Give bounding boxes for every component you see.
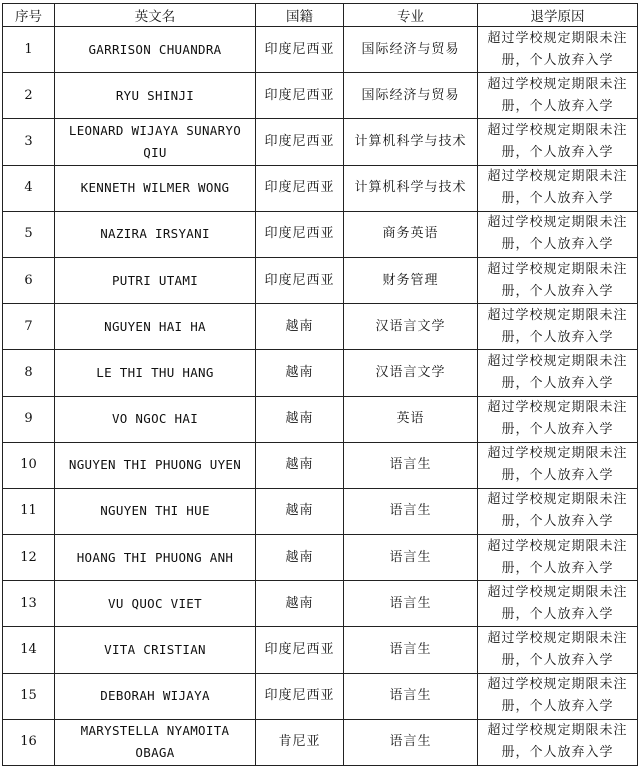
cell-nationality: 肯尼亚 (256, 719, 344, 765)
cell-english-name: LEONARD WIJAYA SUNARYO QIU (55, 119, 256, 165)
table-row (3, 350, 638, 396)
cell-major: 计算机科学与技术 (344, 165, 478, 211)
cell-major: 财务管理 (344, 257, 478, 303)
cell-index: 1 (3, 27, 55, 73)
cell-english-name: VO NGOC HAI (55, 396, 256, 442)
cell-major: 汉语言文学 (344, 350, 478, 396)
header-reason: 退学原因 (478, 4, 638, 27)
cell-nationality: 越南 (256, 488, 344, 534)
cell-english-name: NGUYEN THI PHUONG UYEN (55, 442, 256, 488)
cell-reason: 超过学校规定期限未注册，个人放弃入学 (478, 27, 638, 73)
table-row (3, 719, 638, 765)
cell-index: 2 (3, 73, 55, 119)
cell-reason: 超过学校规定期限未注册，个人放弃入学 (478, 673, 638, 719)
cell-nationality: 印度尼西亚 (256, 27, 344, 73)
cell-nationality: 印度尼西亚 (256, 119, 344, 165)
cell-english-name: NGUYEN THI HUE (55, 488, 256, 534)
cell-reason: 超过学校规定期限未注册，个人放弃入学 (478, 719, 638, 765)
cell-reason: 超过学校规定期限未注册，个人放弃入学 (478, 442, 638, 488)
cell-index: 14 (3, 627, 55, 673)
cell-nationality: 印度尼西亚 (256, 211, 344, 257)
cell-english-name: HOANG THI PHUONG ANH (55, 535, 256, 581)
cell-major: 国际经济与贸易 (344, 27, 478, 73)
cell-index: 15 (3, 673, 55, 719)
cell-reason: 超过学校规定期限未注册，个人放弃入学 (478, 488, 638, 534)
cell-index: 6 (3, 257, 55, 303)
cell-index: 12 (3, 535, 55, 581)
cell-major: 语言生 (344, 488, 478, 534)
cell-index: 5 (3, 211, 55, 257)
table-row (3, 257, 638, 303)
cell-index: 11 (3, 488, 55, 534)
table-row (3, 488, 638, 534)
table-row (3, 73, 638, 119)
table-header (3, 4, 638, 27)
cell-index: 9 (3, 396, 55, 442)
cell-major: 语言生 (344, 535, 478, 581)
header-nationality: 国籍 (256, 4, 344, 27)
table-row (3, 27, 638, 73)
cell-english-name: VITA CRISTIAN (55, 627, 256, 673)
cell-english-name: PUTRI UTAMI (55, 257, 256, 303)
table-row (3, 673, 638, 719)
withdrawal-table (2, 3, 638, 766)
cell-index: 4 (3, 165, 55, 211)
cell-major: 语言生 (344, 581, 478, 627)
cell-index: 3 (3, 119, 55, 165)
header-row (3, 4, 638, 27)
cell-nationality: 印度尼西亚 (256, 257, 344, 303)
cell-reason: 超过学校规定期限未注册，个人放弃入学 (478, 211, 638, 257)
cell-reason: 超过学校规定期限未注册，个人放弃入学 (478, 257, 638, 303)
cell-index: 7 (3, 304, 55, 350)
cell-nationality: 印度尼西亚 (256, 673, 344, 719)
table-row (3, 211, 638, 257)
table-row (3, 165, 638, 211)
cell-major: 国际经济与贸易 (344, 73, 478, 119)
table-row (3, 119, 638, 165)
cell-english-name: VU QUOC VIET (55, 581, 256, 627)
cell-english-name: DEBORAH WIJAYA (55, 673, 256, 719)
cell-nationality: 印度尼西亚 (256, 73, 344, 119)
cell-major: 语言生 (344, 673, 478, 719)
cell-reason: 超过学校规定期限未注册，个人放弃入学 (478, 119, 638, 165)
cell-major: 商务英语 (344, 211, 478, 257)
table-row (3, 396, 638, 442)
cell-nationality: 越南 (256, 581, 344, 627)
cell-english-name: NGUYEN HAI HA (55, 304, 256, 350)
cell-reason: 超过学校规定期限未注册，个人放弃入学 (478, 350, 638, 396)
header-major: 专业 (344, 4, 478, 27)
cell-major: 语言生 (344, 442, 478, 488)
cell-reason: 超过学校规定期限未注册，个人放弃入学 (478, 396, 638, 442)
cell-nationality: 越南 (256, 304, 344, 350)
cell-index: 10 (3, 442, 55, 488)
table-row (3, 304, 638, 350)
cell-major: 英语 (344, 396, 478, 442)
table-row (3, 581, 638, 627)
cell-reason: 超过学校规定期限未注册，个人放弃入学 (478, 535, 638, 581)
cell-index: 16 (3, 719, 55, 765)
cell-reason: 超过学校规定期限未注册，个人放弃入学 (478, 73, 638, 119)
header-index: 序号 (3, 4, 55, 27)
cell-reason: 超过学校规定期限未注册，个人放弃入学 (478, 627, 638, 673)
cell-major: 语言生 (344, 719, 478, 765)
cell-reason: 超过学校规定期限未注册，个人放弃入学 (478, 165, 638, 211)
cell-nationality: 越南 (256, 350, 344, 396)
cell-english-name: NAZIRA IRSYANI (55, 211, 256, 257)
cell-english-name: LE THI THU HANG (55, 350, 256, 396)
table-body (3, 27, 638, 766)
cell-english-name: MARYSTELLA NYAMOITA OBAGA (55, 719, 256, 765)
cell-english-name: RYU SHINJI (55, 73, 256, 119)
cell-reason: 超过学校规定期限未注册，个人放弃入学 (478, 304, 638, 350)
cell-index: 13 (3, 581, 55, 627)
cell-nationality: 越南 (256, 396, 344, 442)
table-row (3, 535, 638, 581)
table-row (3, 627, 638, 673)
cell-major: 语言生 (344, 627, 478, 673)
cell-index: 8 (3, 350, 55, 396)
cell-major: 计算机科学与技术 (344, 119, 478, 165)
cell-major: 汉语言文学 (344, 304, 478, 350)
cell-nationality: 印度尼西亚 (256, 165, 344, 211)
cell-nationality: 越南 (256, 535, 344, 581)
cell-reason: 超过学校规定期限未注册，个人放弃入学 (478, 581, 638, 627)
cell-english-name: KENNETH WILMER WONG (55, 165, 256, 211)
cell-nationality: 越南 (256, 442, 344, 488)
cell-nationality: 印度尼西亚 (256, 627, 344, 673)
table-row (3, 442, 638, 488)
header-english-name: 英文名 (55, 4, 256, 27)
cell-english-name: GARRISON CHUANDRA (55, 27, 256, 73)
